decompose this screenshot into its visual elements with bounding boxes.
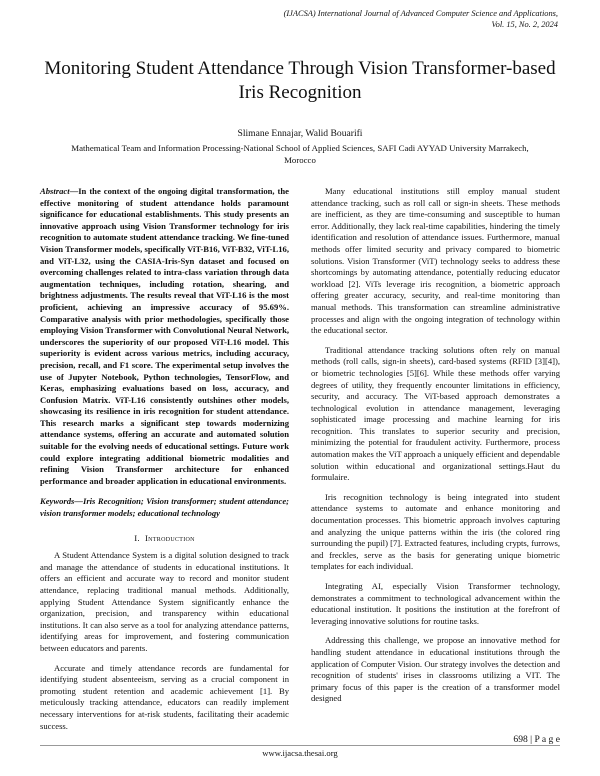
paragraph: A Student Attendance System is a digital solution designed to track and manage the attendance of students in educational institutions. It offers an efficient and accurate way to record and monitor student attendance, replacing traditional manual methods. Additionally, applying Student Attendance System significantly enhance the organization, precision, and transparency within educational institutions. It can also serve as a tool for analyzing attendance patterns, identifying areas for improvement, and fostering communication between educators and parents. <box>40 550 289 653</box>
keywords: Keywords—Iris Recognition; Vision transformer; student attendance; vision transformer models; educational technology <box>40 496 289 519</box>
section-title: Introduction <box>144 532 195 543</box>
author-affiliation: Mathematical Team and Information Processing-National School of Applied Sciences, SAFI Cadi AYYAD University Marrakech, Morocco <box>71 143 529 166</box>
footer-url: www.ijacsa.thesai.org <box>262 748 338 758</box>
paragraph: Many educational institutions still employ manual student attendance tracking, such as roll call or sign-in sheets. These methods are inefficient, as they are time-consuming and susceptible to human error. Additionally, they lack real-time capabilities, hindering the timely identification and resolution of attendance issues. Furthermore, manual methods offer limited security and privacy compared to biometric solutions. Vision Transformer (ViT) technology seeks to address these shortcomings by automating attendance, potentially reducing educator workload [2]. ViTs leverage iris recognition, a biometric approach offering greater accuracy, security, and real-time monitoring than manual methods. This transformation can streamline administrative processes and align with the ongoing integration of technology within the educational sector. <box>311 186 560 336</box>
journal-volume: Vol. 15, No. 2, 2024 <box>491 20 558 29</box>
paragraph: Iris recognition technology is being integrated into student attendance systems to automate and enhance monitoring and documentation processes. This biometric approach involves capturing and analyzing the unique patterns within the iris (the colored ring surrounding the pupil) [7]. Extracted features, including crypts, furrows, and freckles, serve as the basis for generating unique biometric templates for each individual. <box>311 491 560 572</box>
paragraph: Integrating AI, especially Vision Transformer technology, demonstrates a commitment to technological advancement within the educational institution. It positions the institution at the forefront of leveraging innovative solutions for routine tasks. <box>311 581 560 626</box>
abstract <box>40 186 289 487</box>
right-column <box>311 186 560 713</box>
section-heading <box>40 533 289 545</box>
footer-divider <box>40 745 560 746</box>
abstract-text: —In the context of the ongoing digital transformation, the effective monitoring of student attendance holds paramount significance for educational establishments. This study presents an innovative approach using Vision Transformer technology for iris recognition to automate student attendance tracking. We fine-tuned Vision Transformer models, specifically ViT-B16, ViT-B32, ViT-L16, and ViT-L32, using the CASIA-Iris-Syn dataset and focused on overcoming challenges related to intra-class variation through data augmentation techniques, including rotation, shearing, and brightness adjustments. The results reveal that ViT-L16 is the most proficient, achieving an impressive accuracy of 95.69%. Comparative analysis with prior methodologies, specifically those employing Vision Transformer with Convolutional Neural Network, underscores the superiority of our proposed ViT-L16 model. This superiority is evident across various metrics, including accuracy, precision, recall, and F1 score. The experimental setup involves the use of Jupyter Notebook, Python technologies, TensorFlow, and Keras, emphasizing evaluations based on loss, accuracy, and Confusion Matrix. ViT-L16 consistently outshines other models, showcasing its resilience in iris recognition for student attendance. This research marks a significant step towards modernizing attendance systems, offering an accurate and automated solution suitable for the evolving needs of educational settings. Future work could explore integrating additional biometric modalities and refining Vision Transformer architecture for enhanced performance and broader application in educational environments. <box>40 186 289 486</box>
paragraph: Traditional attendance tracking solutions often rely on manual methods (roll calls, sign-in sheets), card-based systems (RFID [3][4]), or biometric technologies [5][6]. While these methods offer varying degrees of utility, they frequently encounter limitations in efficiency, security, and accuracy. The ViT-based approach demonstrates a technological evolution in attendance management, leveraging sophisticated image processing and machine learning for iris recognition. This translates to superior security and precision, minimizing the potential for fraudulent activity. Furthermore, process automation makes the ViT approach a uniquely efficient and dependable solution within educational and organizational settings.Haut du formulaire. <box>311 344 560 483</box>
paragraph: Addressing this challenge, we propose an innovative method for handling student attendance in educational institutions through the application of Computer Vision. Our strategy involves the detection and recognition of students' irises in classrooms utilizing a VIT. The primary focus of this paper is the creation of a transformer model designed <box>311 635 560 704</box>
journal-name: (IJACSA) International Journal of Advanced Computer Science and Applications, <box>283 9 558 18</box>
journal-header <box>238 8 558 30</box>
paragraph: Accurate and timely attendance records are fundamental for identifying student absenteeism, serving as a crucial component in promoting student retention and academic achievement [1]. By meticulously tracking attendance, educators can readily implement necessary interventions for at-risk students, facilitating their academic success. <box>40 662 289 731</box>
abstract-label: Abstract <box>40 186 70 196</box>
section-number: I. <box>134 532 140 543</box>
paper-title: Monitoring Student Attendance Through Vision Transformer-based Iris Recognition <box>44 58 556 103</box>
left-column <box>40 186 289 740</box>
paper-authors: Slimane Ennajar, Walid Bouarifi <box>237 128 363 139</box>
page-number: 698 | P a g e <box>513 734 560 745</box>
